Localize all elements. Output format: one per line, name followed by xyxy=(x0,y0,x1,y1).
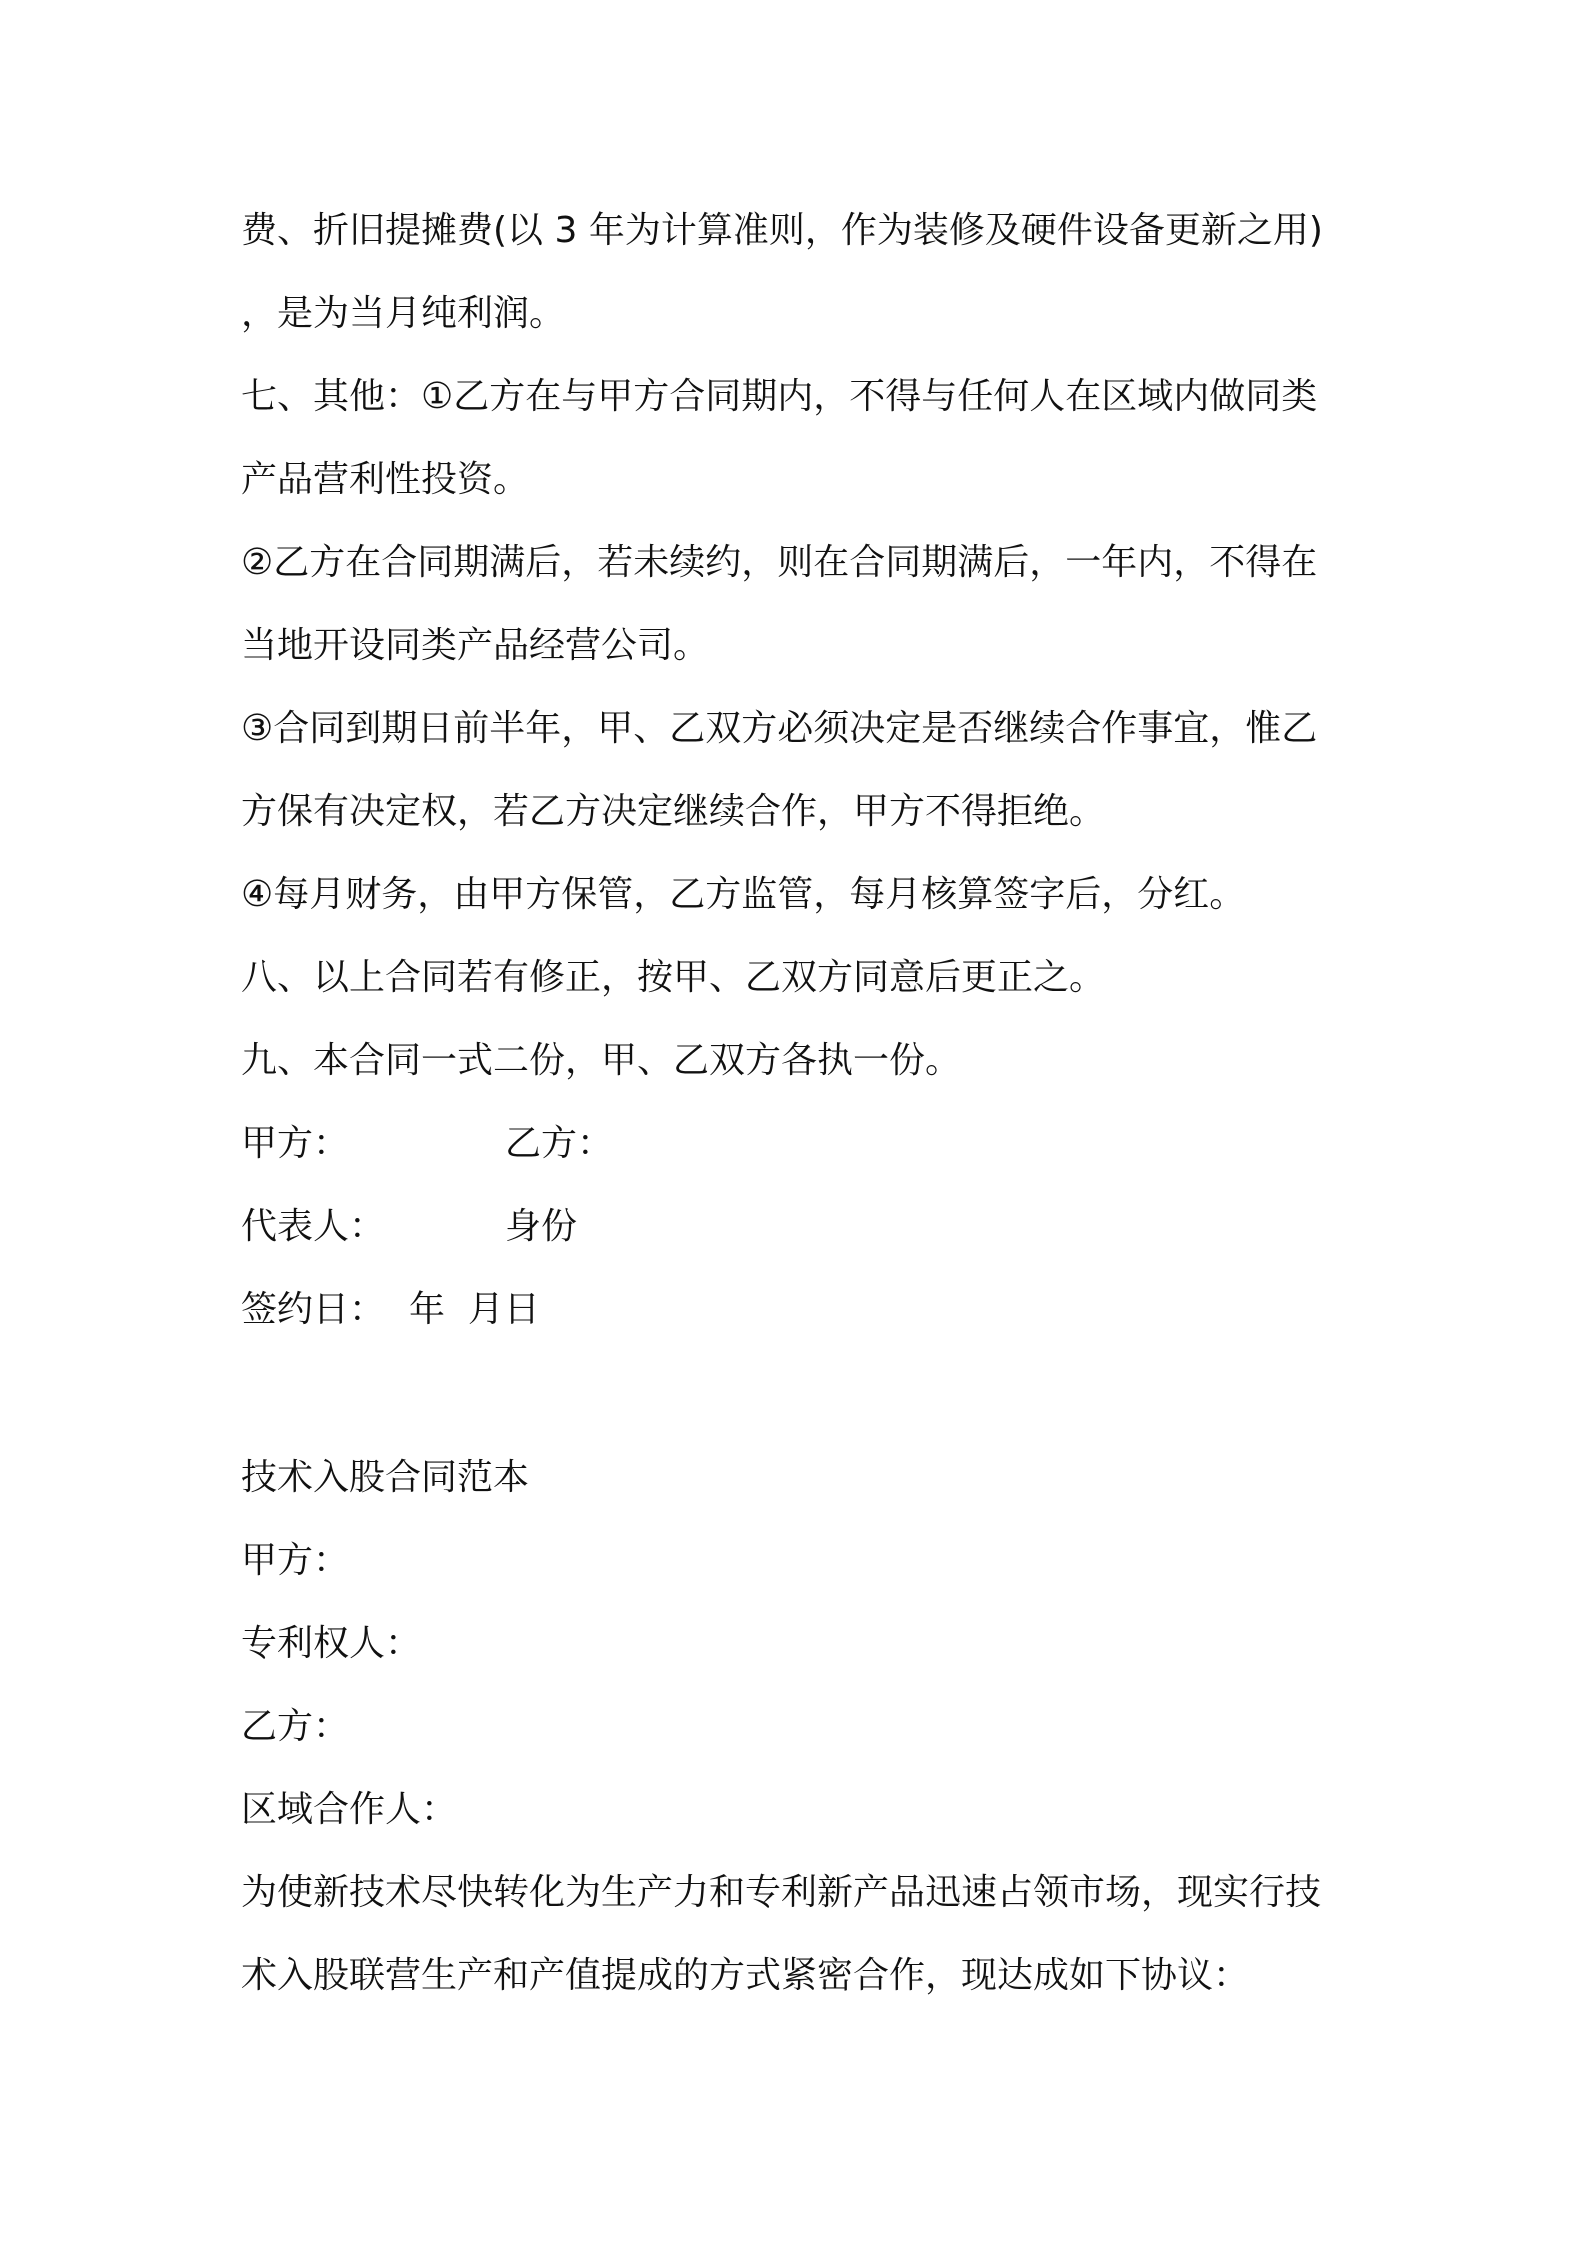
sign-date-value: 年 月日 xyxy=(409,1289,540,1330)
representative-label: 代表人： xyxy=(241,1206,386,1247)
paragraph-line: 方保有决定权，若乙方决定继续合作，甲方不得拒绝。 xyxy=(241,791,1106,832)
paragraph-line: 费、折旧提摊费(以 3 年为计算准则，作为装修及硬件设备更新之用) xyxy=(241,210,1323,251)
signature-date-row xyxy=(241,1279,1371,1362)
paragraph-line: 当地开设同类产品经营公司。 xyxy=(241,625,710,666)
sign-date-label: 签约日： xyxy=(241,1289,386,1330)
signature-parties-row xyxy=(241,1113,1371,1196)
second-party-a-label: 甲方： xyxy=(241,1540,350,1581)
second-contract-title: 技术入股合同范本 xyxy=(241,1457,530,1498)
intro-line: 术入股联营生产和产值提成的方式紧密合作，现达成如下协议： xyxy=(241,1955,1250,1996)
clause-item-3-line: ③合同到期日前半年，甲、乙双方必须决定是否继续合作事宜，惟乙 xyxy=(241,708,1318,749)
clause-item-4-line: ④每月财务，由甲方保管，乙方监管，每月核算签字后，分红。 xyxy=(241,874,1246,915)
section-spacer xyxy=(241,1362,1371,1447)
second-party-b-label: 乙方： xyxy=(241,1706,350,1747)
paragraph-line: ，是为当月纯利润。 xyxy=(241,293,566,334)
clause-seven-line: 七、其他：①乙方在与甲方合同期内，不得与任何人在区域内做同类 xyxy=(241,376,1318,417)
party-b-label: 乙方： xyxy=(505,1123,614,1164)
clause-nine-line: 九、本合同一式二份，甲、乙双方各执一份。 xyxy=(241,1040,962,1081)
regional-partner-label: 区域合作人： xyxy=(241,1789,458,1830)
id-label: 身份 xyxy=(505,1206,578,1247)
clause-item-2-line: ②乙方在合同期满后，若未续约，则在合同期满后，一年内，不得在 xyxy=(241,542,1318,583)
paragraph-line: 产品营利性投资。 xyxy=(241,459,530,500)
patentee-label: 专利权人： xyxy=(241,1623,422,1664)
signature-representative-row xyxy=(241,1196,1371,1279)
intro-line: 为使新技术尽快转化为生产力和专利新产品迅速占领市场，现实行技 xyxy=(241,1872,1322,1913)
document-body xyxy=(241,200,1371,2028)
clause-eight-line: 八、以上合同若有修正，按甲、乙双方同意后更正之。 xyxy=(241,957,1106,998)
party-a-label: 甲方： xyxy=(241,1123,350,1164)
